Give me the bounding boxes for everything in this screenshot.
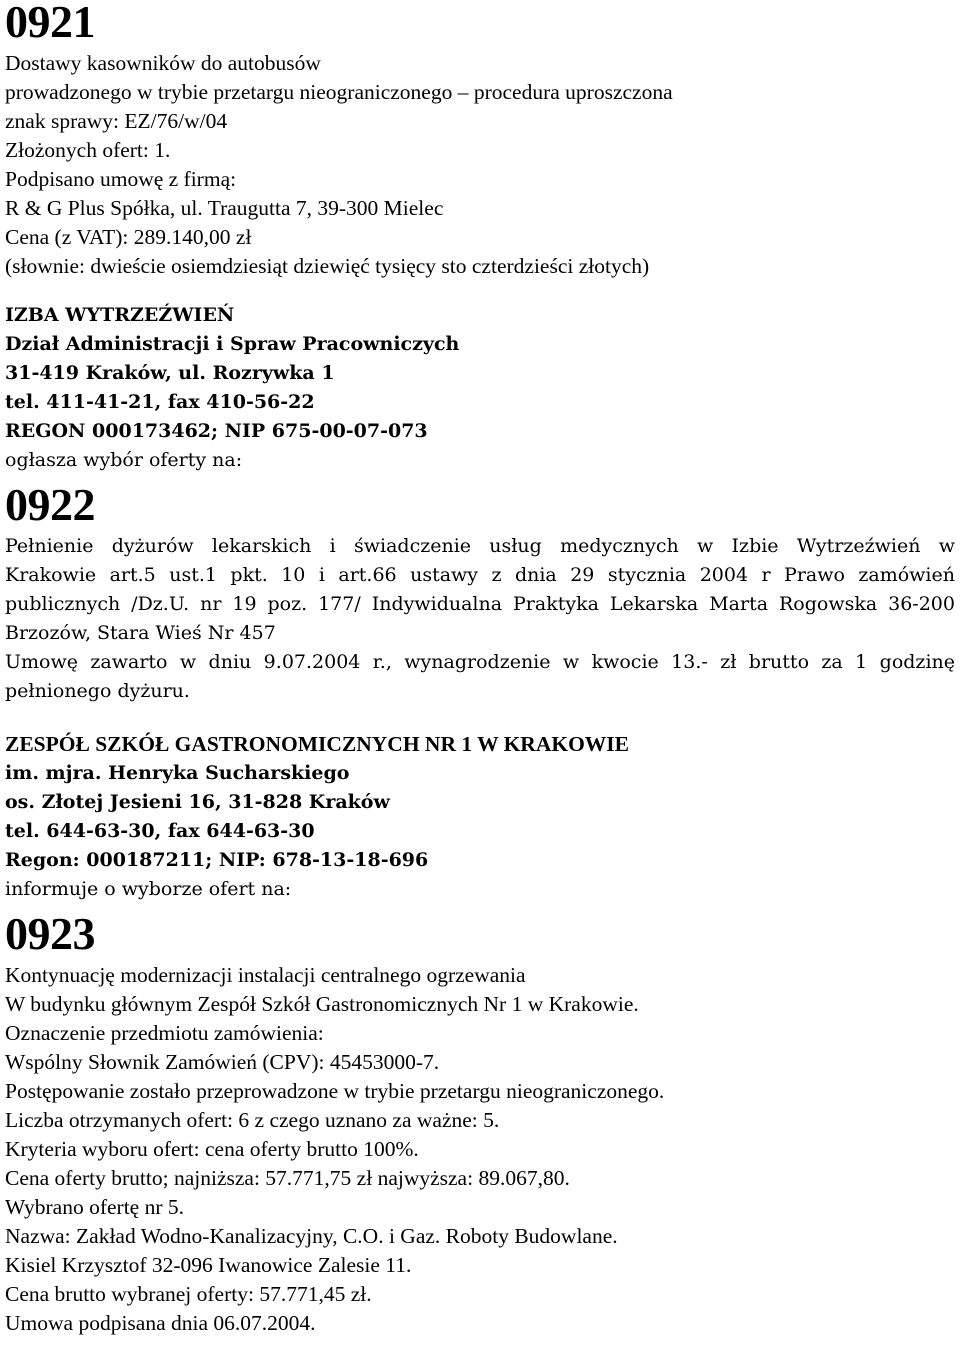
body-line: Pełnienie dyżurów lekarskich i świadczenie usług medycznych w Izbie Wytrzeźwień w xyxy=(5,535,955,557)
organization-line: tel. 644-63-30, fax 644-63-30 xyxy=(5,820,315,842)
body-line: publicznych /Dz.U. nr 19 poz. 177/ Indywidualna Praktyka Lekarska Marta Rogowska 36-200 xyxy=(5,593,955,615)
body-line: Kontynuację modernizacji instalacji centralnego ogrzewania xyxy=(5,963,526,987)
body-line: Umowę zawarto w dniu 9.07.2004 r., wynagrodzenie w kwocie 13.- zł brutto za 1 godzinę xyxy=(5,651,955,673)
body-line: W budynku głównym Zespół Szkół Gastronomicznych Nr 1 w Krakowie. xyxy=(5,992,639,1016)
organization-line: 31-419 Kraków, ul. Rozrywka 1 xyxy=(5,362,335,384)
notice-line: Złożonych ofert: 1. xyxy=(5,138,171,162)
organization-line: Dział Administracji i Spraw Pracowniczych xyxy=(5,333,460,355)
body-line: Cena oferty brutto; najniższa: 57.771,75 zł najwyższa: 89.067,80. xyxy=(5,1166,570,1190)
organization-line: os. Złotej Jesieni 16, 31-828 Kraków xyxy=(5,791,390,813)
organization-line: tel. 411-41-21, fax 410-56-22 xyxy=(5,391,315,413)
organization-line: REGON 000173462; NIP 675-00-07-073 xyxy=(5,420,428,442)
body-line: pełnionego dyżuru. xyxy=(5,680,190,702)
notice-line: prowadzonego w trybie przetargu nieograniczonego – procedura uproszczona xyxy=(5,80,673,104)
notice-line: Cena (z VAT): 289.140,00 zł xyxy=(5,225,252,249)
organization-name: ZESPÓŁ SZKÓŁ GASTRONOMICZNYCH NR 1 W KRAKOWIE xyxy=(5,732,630,756)
organization-line: Regon: 000187211; NIP: 678-13-18-696 xyxy=(5,849,429,871)
notice-line: Dostawy kasowników do autobusów xyxy=(5,51,321,75)
body-line: Kryteria wyboru ofert: cena oferty brutto 100%. xyxy=(5,1137,419,1161)
body-line: Postępowanie zostało przeprowadzone w trybie przetargu nieograniczonego. xyxy=(5,1079,665,1103)
body-line: Brzozów, Stara Wieś Nr 457 xyxy=(5,622,276,644)
announcement: ogłasza wybór oferty na: xyxy=(5,449,243,471)
notice-number: 0921 xyxy=(5,0,95,47)
announcement: informuje o wyborze ofert na: xyxy=(5,878,292,900)
notice-number: 0923 xyxy=(5,908,95,959)
notice-body xyxy=(5,532,955,706)
body-line: Krakowie art.5 ust.1 pkt. 10 i art.66 ustawy z dnia 29 stycznia 2004 r Prawo zamówień xyxy=(5,564,955,586)
body-line: Kisiel Krzysztof 32-096 Iwanowice Zalesie 11. xyxy=(5,1253,412,1277)
body-line: Oznaczenie przedmiotu zamówienia: xyxy=(5,1021,324,1045)
notice-line: Podpisano umowę z firmą: xyxy=(5,167,237,191)
notice-0921 xyxy=(5,0,955,281)
body-line: Nazwa: Zakład Wodno-Kanalizacyjny, C.O. i Gaz. Roboty Budowlane. xyxy=(5,1224,618,1248)
notice-line: R & G Plus Spółka, ul. Traugutta 7, 39-300 Mielec xyxy=(5,196,444,220)
body-line: Cena brutto wybranej oferty: 57.771,45 zł. xyxy=(5,1282,372,1306)
body-line: Wybrano ofertę nr 5. xyxy=(5,1195,184,1219)
document-page xyxy=(5,0,955,1338)
notice-line: znak sprawy: EZ/76/w/04 xyxy=(5,109,228,133)
notice-line: (słownie: dwieście osiemdziesiąt dziewięć tysięcy sto czterdzieści złotych) xyxy=(5,254,650,278)
body-line: Liczba otrzymanych ofert: 6 z czego uznano za ważne: 5. xyxy=(5,1108,500,1132)
notice-number: 0922 xyxy=(5,479,95,530)
organization-line: im. mjra. Henryka Sucharskiego xyxy=(5,762,350,784)
notice-0923 xyxy=(5,730,955,1338)
notice-0922 xyxy=(5,301,955,706)
body-line: Wspólny Słownik Zamówień (CPV): 45453000-7. xyxy=(5,1050,440,1074)
body-line: Umowa podpisana dnia 06.07.2004. xyxy=(5,1311,316,1335)
organization-name: IZBA WYTRZEŹWIEŃ xyxy=(5,304,235,326)
